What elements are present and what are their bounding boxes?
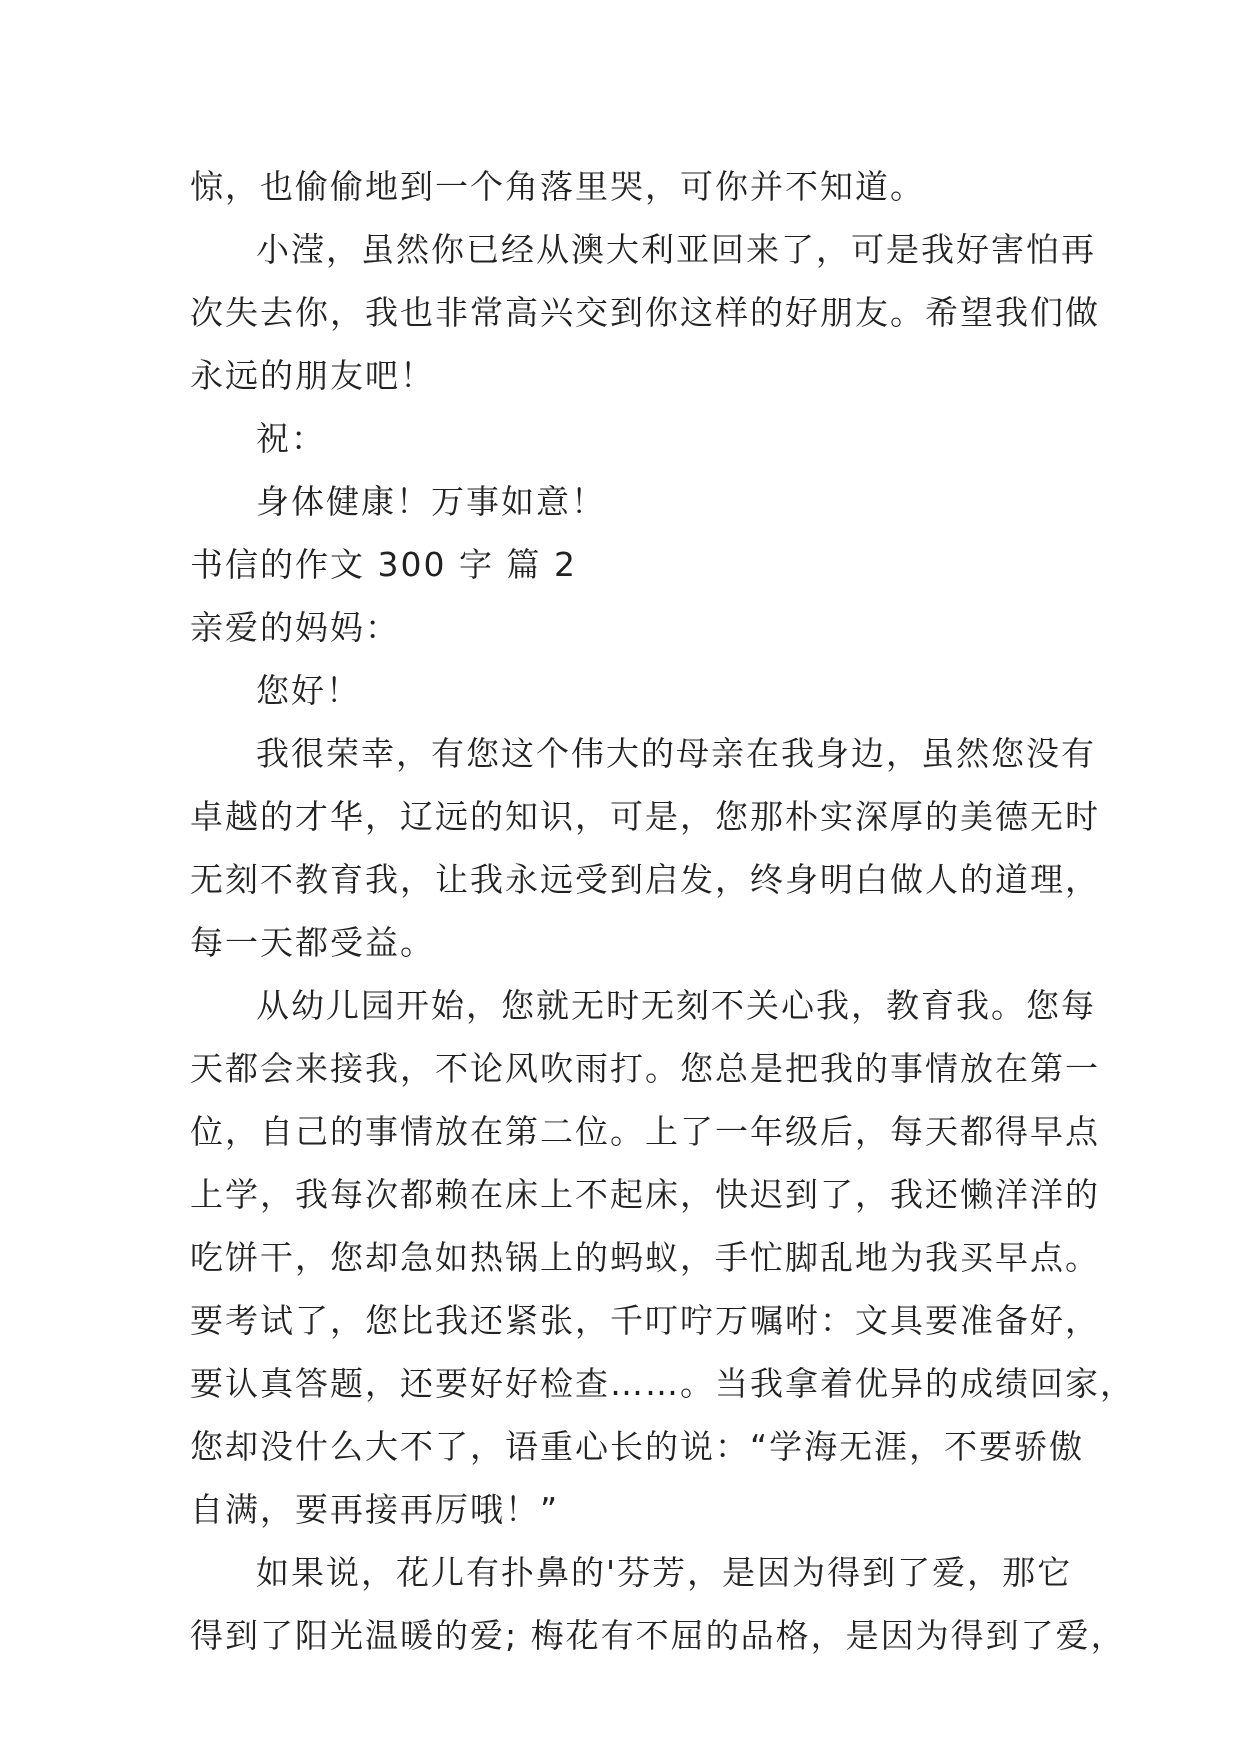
- letter-opening: 您好！: [256, 671, 361, 710]
- text-line: 吃饼干，您却急如热锅上的蚂蚁，手忙脚乱地为我买早点。: [190, 1238, 1100, 1277]
- text-line: 每一天都受益。: [190, 923, 435, 962]
- text-line: 自满，要再接再厉哦！”: [190, 1490, 560, 1529]
- text-line: 从幼儿园开始，您就无时无刻不关心我，教育我。您每: [256, 986, 1096, 1025]
- text-line: 如果说，花儿有扑鼻的'芬芳，是因为得到了爱，那它: [256, 1553, 1073, 1592]
- text-line: 小滢，虽然你已经从澳大利亚回来了，可是我好害怕再: [256, 230, 1096, 269]
- text-line: 要认真答题，还要好好检查……。当我拿着优异的成绩回家，: [190, 1364, 1135, 1403]
- closing-salutation: 祝：: [256, 419, 326, 458]
- text-line: 您却没什么大不了，语重心长的说：“学海无涯，不要骄傲: [190, 1427, 1085, 1466]
- text-line: 我很荣幸，有您这个伟大的母亲在我身边，虽然您没有: [256, 734, 1096, 773]
- text-line: 永远的朋友吧！: [190, 356, 435, 395]
- text-line: 卓越的才华，辽远的知识，可是，您那朴实深厚的美德无时: [190, 797, 1100, 836]
- closing-wish: 身体健康！万事如意！: [256, 482, 606, 521]
- letter-greeting: 亲爱的妈妈：: [190, 608, 400, 647]
- letter-body: [190, 155, 1135, 1667]
- text-line: 上学，我每次都赖在床上不起床，快迟到了，我还懒洋洋的: [190, 1175, 1100, 1214]
- text-line: 无刻不教育我，让我永远受到启发，终身明白做人的道理，: [190, 860, 1100, 899]
- text-line: 要考试了，您比我还紧张，千叮咛万嘱咐：文具要准备好，: [190, 1301, 1100, 1340]
- text-line: 次失去你，我也非常高兴交到你这样的好朋友。希望我们做: [190, 293, 1100, 332]
- section-heading: 书信的作文 300 字 篇 2: [190, 545, 577, 584]
- text-line: 得到了阳光温暖的爱; 梅花有不屈的品格，是因为得到了爱，: [190, 1616, 1126, 1655]
- text-line: 天都会来接我，不论风吹雨打。您总是把我的事情放在第一: [190, 1049, 1100, 1088]
- text-line: 惊，也偷偷地到一个角落里哭，可你并不知道。: [190, 167, 925, 206]
- text-line: 位，自己的事情放在第二位。上了一年级后，每天都得早点: [190, 1112, 1100, 1151]
